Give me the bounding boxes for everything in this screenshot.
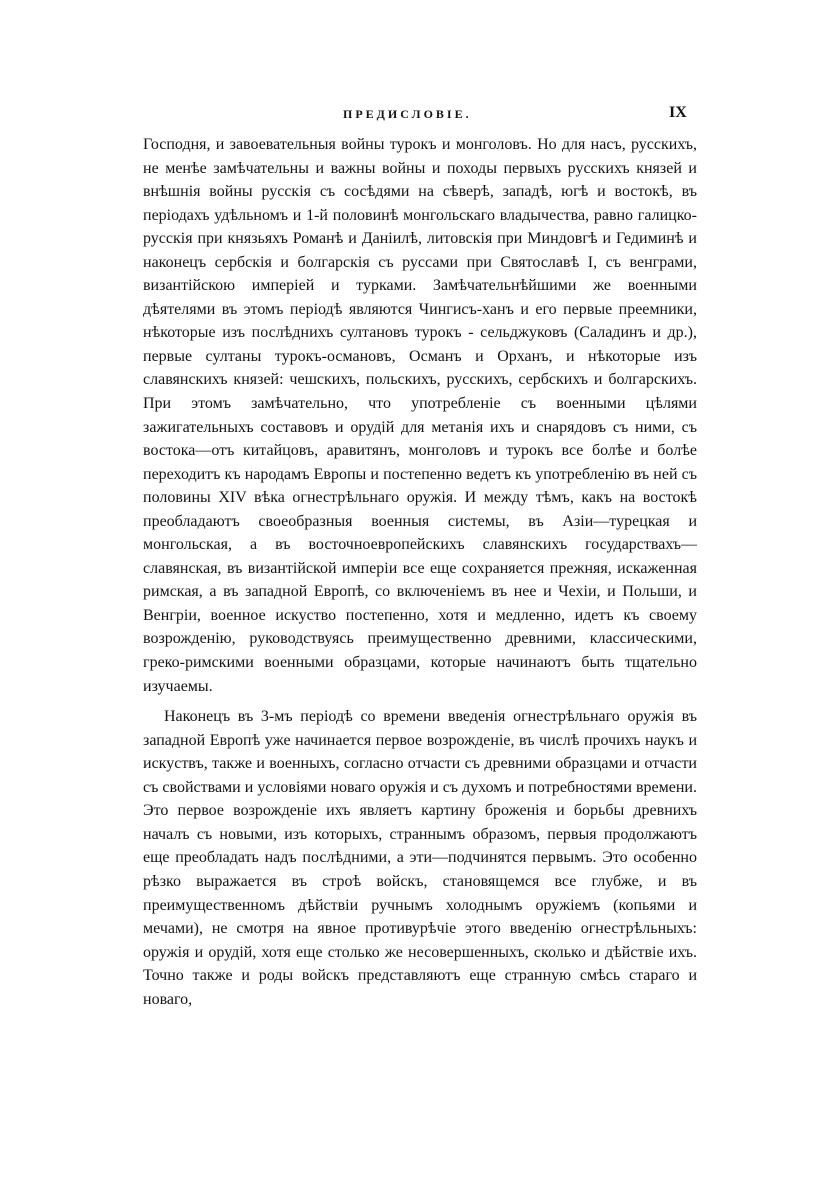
running-header: ПРЕДИСЛОВІЕ. [343, 107, 472, 121]
paragraph: Наконецъ въ 3-мъ періодѣ со времени введенія огнестрѣльнаго оружія въ западной Европѣ уже начинается первое возрожденіе, въ числѣ прочихъ наукъ и искуствъ, также и военныхъ, согласно отчасти съ древними образцами и отчасти съ свойствами и условіями новаго оружія и съ духомъ и потребностями времени. Это первое возрожденіе ихъ являетъ картину броженія и борьбы древнихъ началъ съ новыми, изъ которыхъ, страннымъ образомъ, первыя продолжаютъ еще преобладать надъ послѣдними, а эти—подчинятся первымъ. Это особенно рѣзко выражается въ строѣ войскъ, становящемся все глубже, и въ преимущественномъ дѣйствіи ручнымъ холоднымъ оружіемъ (копьями и мечами), не смотря на явное противурѣчіе этого введенію огнестрѣльныхъ: оружія и орудій, хотя еще столько же несовершенныхъ, сколько и дѣйствіе ихъ. Точно также и роды войскъ представляютъ еще странную смѣсь стараго и новаго, [143, 708, 697, 1008]
paragraph: Господня, и завоевательныя войны турокъ и монголовъ. Но для насъ, русскихъ, не менѣе замѣчательны и важны войны и походы первыхъ русскихъ князей и внѣшнія войны русскія съ сосѣдями на сѣверѣ, западѣ, югѣ и востокѣ, въ періодахъ удѣльномъ и 1-й половинѣ монгольскаго владычества, равно галицко-русскія при князьяхъ Романѣ и Даніилѣ, литовскія при Миндовгѣ и Гедиминѣ и наконецъ сербскія и болгарскія съ руссами при Святославѣ I, съ венграми, византійскою имперіей и турками. Замѣчательнѣйшими же военными дѣятелями въ этомъ періодѣ являются Чингисъ-ханъ и его первые преемники, нѣкоторые изъ послѣднихъ султановъ турокъ - сельджуковъ (Саладинъ и др.), первые султаны турокъ-османовъ, Османъ и Орханъ, и нѣкоторые изъ славянскихъ князей: чешскихъ, польскихъ, русскихъ, сербскихъ и болгарскихъ. При этомъ замѣчательно, что употребленіе съ военными цѣлями зажигательныхъ составовъ и орудій для метанія ихъ и снарядовъ съ ними, съ востока—отъ китайцовъ, аравитянъ, монголовъ и турокъ все болѣе и болѣе переходитъ къ народамъ Европы и постепенно ведетъ къ употребленію въ ней съ половины XIV вѣка огнестрѣльнаго оружія. И между тѣмъ, какъ на востокѣ преобладаютъ своеобразныя военныя системы, въ Азіи—турецкая и монгольская, а въ восточноевропейскихъ славянскихъ государствахъ—славянская, въ византійской имперіи все еще сохраняется прежняя, искаженная римская, а въ западной Европѣ, со включеніемъ въ нее и Чехіи, и Польши, и Венгріи, военное искуство постепенно, хотя и медленно, идетъ къ своему возрожденію, руководствуясь преимущественно древними, классическими, греко-римскими военными образцами, которые начинаютъ быть тщательно изучаемы. [143, 136, 697, 695]
page-number: IX [669, 104, 687, 121]
body-text [143, 133, 697, 1011]
